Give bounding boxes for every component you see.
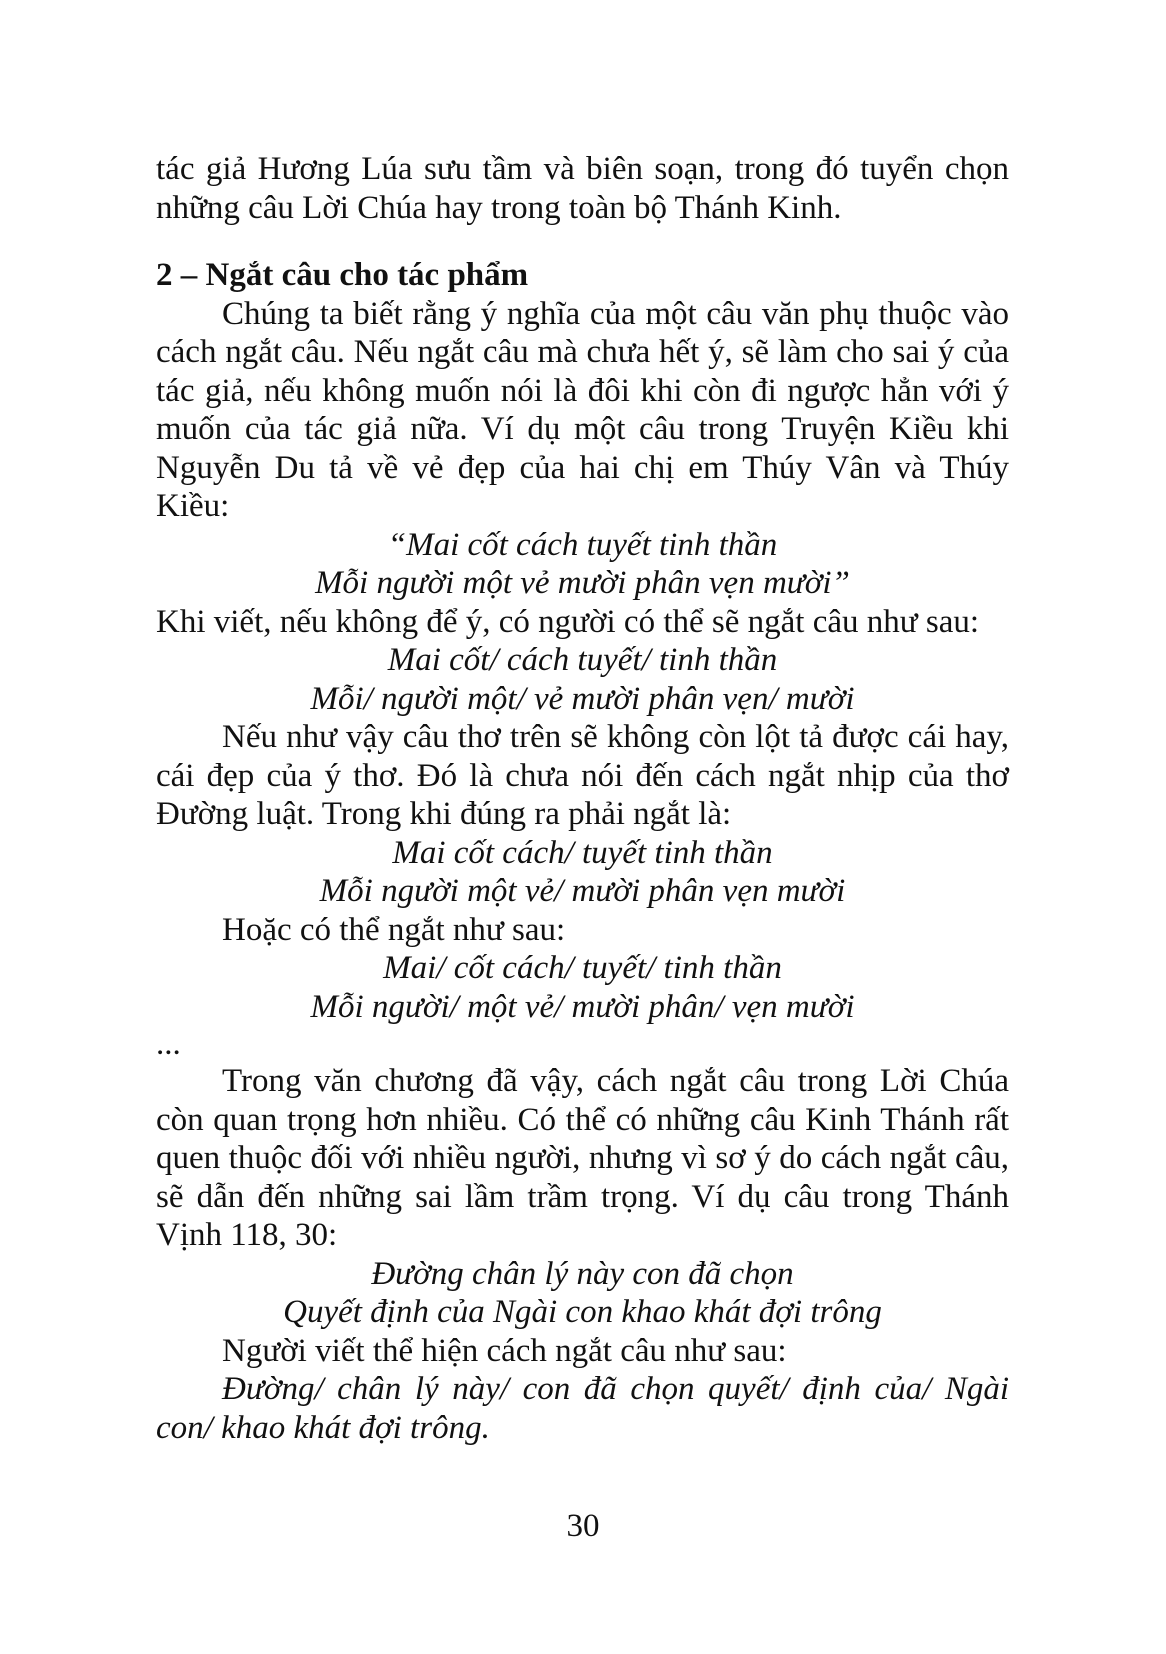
verse-alt-line-2: Mỗi người/ một vẻ/ mười phân/ vẹn mười xyxy=(310,988,855,1025)
verse-correct-line-2: Mỗi người một vẻ/ mười phân vẹn mười xyxy=(319,873,846,909)
page-body xyxy=(156,150,1009,1447)
verse-wrong-line-2: Mỗi/ người một/ vẻ mười phân vẹn/ mười xyxy=(310,680,855,717)
intro-paragraph: tác giả Hương Lúa sưu tầm và biên soạn, trong đó tuyển chọn những câu Lời Chúa hay trong toàn bộ Thánh Kinh. xyxy=(156,151,1009,226)
verse-wrong-line-1: Mai cốt/ cách tuyết/ tinh thần xyxy=(387,642,778,678)
paragraph-intro-punctuation: Chúng ta biết rằng ý nghĩa của một câu văn phụ thuộc vào cách ngắt câu. Nếu ngắt câu mà chưa hết ý, sẽ làm cho sai ý của tác giả, nếu không muốn nói là đôi khi còn đi ngược hẳn với ý muốn của tác giả nữa. Ví dụ một câu trong Truyện Kiều khi Nguyễn Du tả về vẻ đẹp của hai chị em Thúy Vân và Thúy Kiều: xyxy=(156,295,1009,524)
verse-correct-line-1: Mai cốt cách/ tuyết tinh thần xyxy=(392,834,773,871)
paragraph-writer: Người viết thể hiện cách ngắt câu như sau: xyxy=(222,1332,787,1369)
section-heading: 2 – Ngắt câu cho tác phẩm xyxy=(156,257,529,293)
paragraph-correct-intro: Nếu như vậy câu thơ trên sẽ không còn lột tả được cái hay, cái đẹp của ý thơ. Đó là chưa nói đến cách ngắt nhịp của thơ Đường luật. Trong khi đúng ra phải ngắt là: xyxy=(156,719,1009,832)
verse-psalm-line-1: Đường chân lý này con đã chọn xyxy=(371,1255,794,1292)
paragraph-careless: Khi viết, nếu không để ý, có người có thể sẽ ngắt câu như sau: xyxy=(156,603,980,640)
paragraph-alternative: Hoặc có thể ngắt như sau: xyxy=(222,911,566,948)
verse-alt-line-1: Mai/ cốt cách/ tuyết/ tinh thần xyxy=(383,950,782,986)
paragraph-psalm-broken: Đường/ chân lý này/ con đã chọn quyết/ định của/ Ngài con/ khao khát đợi trông. xyxy=(156,1371,1009,1446)
verse-original-line-2: Mỗi người một vẻ mười phân vẹn mười” xyxy=(315,565,850,601)
verse-original-line-1: “Mai cốt cách tuyết tinh thần xyxy=(387,526,778,563)
paragraph-scripture: Trong văn chương đã vậy, cách ngắt câu trong Lời Chúa còn quan trọng hơn nhiều. Có thể có những câu Kinh Thánh rất quen thuộc đối với nhiều người, nhưng vì sơ ý do cách ngắt câu, sẽ dẫn đến những sai lầm trầm trọng. Ví dụ câu trong Thánh Vịnh 118, 30: xyxy=(156,1063,1009,1253)
verse-psalm-line-2: Quyết định của Ngài con khao khát đợi trông xyxy=(283,1294,882,1330)
ellipsis: ... xyxy=(156,1026,181,1062)
page-number: 30 xyxy=(566,1508,600,1544)
